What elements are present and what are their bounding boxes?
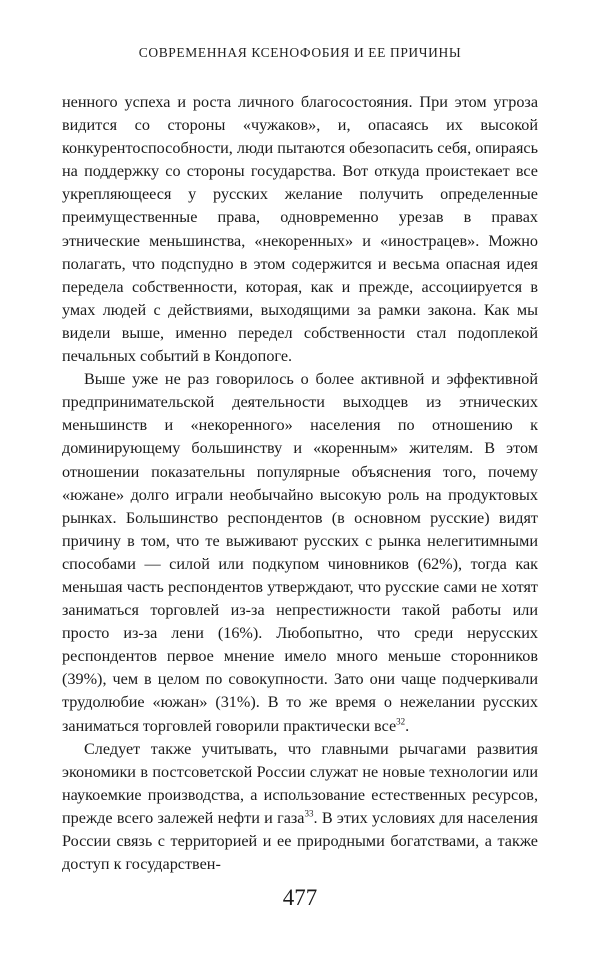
paragraph-3-end: . В этих условиях для населения России связь с территорией и ее природными богатствами, а также доступ к государствен-: [62, 808, 538, 874]
footnote-ref-32[interactable]: 32: [396, 716, 406, 727]
paragraph-3: [62, 738, 538, 877]
paragraph-2-text: Выше уже не раз говорилось о более активной и эффективной предпринимательской деятельности выходцев из этнических меньшинств и «некоренного» населения по отношению к доминирующему большинству и «коренным» жителям. В этом отношении показательны популярные объяснения того, почему «южане» долго играли необычайно высокую роль на продуктовых рынках. Большинство респондентов (в основном русские) видят причину в том, что те выживают русских с рынка нелегитимными способами — силой или подкупом чиновников (62%), тогда как меньшая часть респондентов утверждают, что русские сами не хотят заниматься торговлей из-за непрестижности такой работы или просто из-за лени (16%). Любопытно, что среди нерусских респондентов первое мнение имело много меньше сторонников (39%), чем в целом по совокупности. Зато они чаще подчеркивали трудолюбие «южан» (31%). В то же время о нежелании русских заниматься торговлей говорили практически все: [62, 370, 538, 735]
paragraph-1: ненного успеха и роста личного благосостояния. При этом угроза видится со стороны «чужаков», и, опасаясь их высокой конкурентоспособности, люди пытаются обезопасить себя, опираясь на поддержку со стороны государства. Вот откуда проистекает все укрепляющееся у русских желание получить определенные преимущественные права, одновременно урезав в правах этнические меньшинства, «некоренных» и «инострацев». Можно полагать, что подспудно в этом содержится и весьма опасная идея передела собственности, которая, как и прежде, ассоциируется в умах людей с действиями, выходящими за рамки закона. Как мы видели выше, именно передел собственности стал подоплекой печальных событий в Кондопоге.: [62, 93, 538, 366]
paragraph-2-end: .: [405, 716, 410, 735]
paragraph-2: [62, 368, 538, 738]
running-head: СОВРЕМЕННАЯ КСЕНОФОБИЯ И ЕЕ ПРИЧИНЫ: [138, 45, 462, 60]
body-text: [62, 91, 538, 876]
paragraph-3-text: Следует также учитывать, что главными рычагами развития экономики в постсоветской России служат не новые технологии или наукоемкие производства, а использование естественных ресурсов, прежде всего залежей нефти и газа: [62, 739, 538, 827]
footnote-ref-33[interactable]: 33: [304, 808, 314, 819]
page-number: 477: [282, 885, 318, 910]
